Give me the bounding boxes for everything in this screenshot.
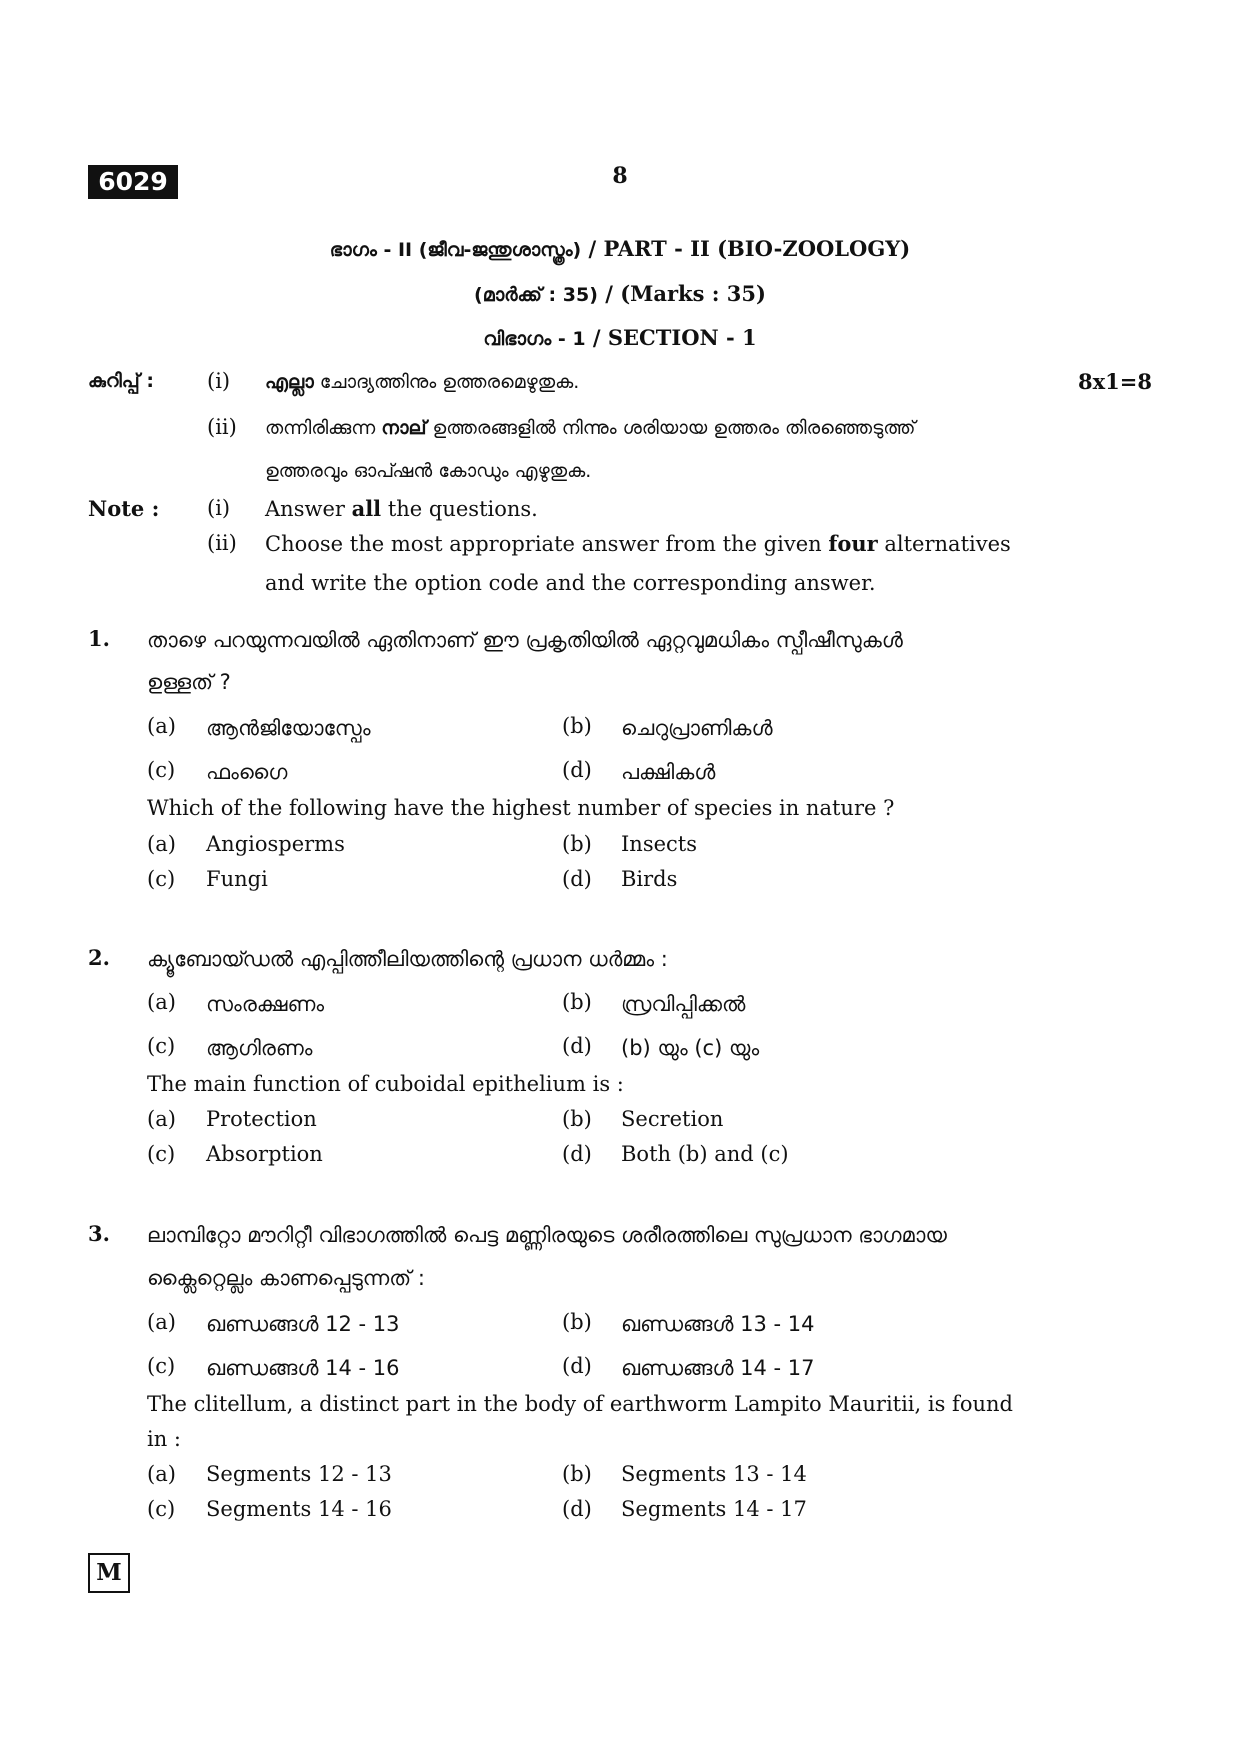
marks-heading (0, 281, 1240, 306)
q1-ml-option-a: ആൻജിയോസ്പേം (206, 716, 371, 740)
q1-option-d-label: (d) (562, 867, 592, 891)
q3-option-a: Segments 12 - 13 (206, 1462, 392, 1486)
q1-option-c-label: (c) (147, 867, 176, 891)
q1-option-b-label: (b) (562, 832, 592, 856)
note-ii: Choose the most appropriate answer from the given four alternatives (265, 531, 1011, 556)
q2-ml-option-a: സംരക്ഷണം (206, 992, 325, 1016)
q1-option-a-label: (a) (147, 832, 176, 856)
q2-ml-option-d: (b) യും (c) യും (621, 1036, 760, 1060)
note-i: Answer all the questions. (265, 496, 538, 521)
question-3-ml-line-1: ലാമ്പിറ്റോ മൗറിറ്റീ വിഭാഗത്തിൽ പെട്ട മണ്ണിരയുടെ ശരീരത്തിലെ സുപ്രധാന ഭാഗമായ (147, 1223, 947, 1247)
question-3-number: 3. (88, 1221, 110, 1246)
section-marks: 8x1=8 (1078, 369, 1152, 394)
q2-option-a: Protection (206, 1107, 317, 1131)
q1-option-c: Fungi (206, 867, 268, 891)
q2-option-a-label: (a) (147, 1107, 176, 1131)
q3-option-b-label: (b) (562, 1462, 592, 1486)
q1-option-a: Angiosperms (206, 832, 345, 856)
q3-ml-option-b: ഖണ്ഡങ്ങൾ 13 - 14 (621, 1312, 815, 1336)
instructions-ml-i-num: (i) (207, 369, 231, 393)
q1-ml-option-a-label: (a) (147, 714, 176, 738)
marks-heading-en: / (Marks : 35) (597, 281, 766, 306)
question-1-ml-line-1: താഴെ പറയുന്നവയിൽ ഏതിനാണ് ഈ പ്രകൃതിയിൽ ഏറ്റവുമധികം സ്പീഷീസുകൾ (147, 628, 903, 652)
note-ii-line2: and write the option code and the corresponding answer. (265, 571, 876, 595)
question-3-en-line-2: in : (147, 1427, 181, 1451)
instructions-ml-i: എല്ലാ ചോദ്യത്തിനും ഉത്തരമെഴുതുക. (265, 371, 580, 393)
part-heading-en: / PART - II (BIO-ZOOLOGY) (581, 236, 911, 261)
instructions-ml-label: കുറിപ്പ് : (88, 370, 154, 392)
q3-ml-option-a: ഖണ്ഡങ്ങൾ 12 - 13 (206, 1312, 400, 1336)
q2-option-d-label: (d) (562, 1142, 592, 1166)
q2-option-c: Absorption (206, 1142, 323, 1166)
part-heading (0, 236, 1240, 261)
q2-option-b: Secretion (621, 1107, 724, 1131)
q2-option-b-label: (b) (562, 1107, 592, 1131)
q3-ml-option-c-label: (c) (147, 1354, 176, 1378)
question-1-number: 1. (88, 626, 110, 651)
q3-option-c-label: (c) (147, 1497, 176, 1521)
note-label: Note : (88, 496, 160, 521)
footer-m-mark: M (88, 1553, 130, 1593)
q1-ml-option-d: പക്ഷികൾ (621, 760, 716, 784)
question-2-number: 2. (88, 945, 110, 970)
paper-code: 6029 (88, 165, 178, 199)
q3-ml-option-d: ഖണ്ഡങ്ങൾ 14 - 17 (621, 1356, 815, 1380)
q2-option-c-label: (c) (147, 1142, 176, 1166)
question-2-ml-line-1: ക്യൂബോയ്ഡൽ എപ്പിത്തീലിയത്തിന്റെ പ്രധാന ധർമ്മം : (147, 947, 668, 971)
q1-ml-option-d-label: (d) (562, 758, 592, 782)
q2-ml-option-c: ആഗിരണം (206, 1036, 313, 1060)
instructions-ml-ii-num: (ii) (207, 415, 237, 439)
q3-option-a-label: (a) (147, 1462, 176, 1486)
section-heading (0, 325, 1240, 350)
q1-ml-option-b: ചെറുപ്രാണികൾ (621, 716, 773, 740)
q3-option-d: Segments 14 - 17 (621, 1497, 807, 1521)
q2-option-d: Both (b) and (c) (621, 1142, 789, 1166)
question-3-en-line-1: The clitellum, a distinct part in the body of earthworm Lampito Mauritii, is found (147, 1392, 1013, 1416)
note-i-num: (i) (207, 496, 231, 520)
page-number: 8 (612, 163, 628, 189)
q2-ml-option-b-label: (b) (562, 990, 592, 1014)
section-heading-ml: വിഭാഗം - 1 (483, 328, 586, 350)
q2-ml-option-d-label: (d) (562, 1034, 592, 1058)
q1-ml-option-b-label: (b) (562, 714, 592, 738)
section-heading-en: / SECTION - 1 (585, 325, 757, 350)
q1-option-d: Birds (621, 867, 678, 891)
q1-ml-option-c-label: (c) (147, 758, 176, 782)
question-3-ml-line-2: ക്ലൈറ്റെല്ലം കാണപ്പെടുന്നത് : (147, 1266, 425, 1290)
q3-ml-option-a-label: (a) (147, 1310, 176, 1334)
part-heading-ml: ഭാഗം - II (ജീവ-ജന്തുശാസ്ത്രം) (329, 239, 582, 261)
q3-option-c: Segments 14 - 16 (206, 1497, 392, 1521)
q3-option-d-label: (d) (562, 1497, 592, 1521)
q3-ml-option-b-label: (b) (562, 1310, 592, 1334)
q1-option-b: Insects (621, 832, 698, 856)
question-2-en: The main function of cuboidal epithelium is : (147, 1072, 624, 1096)
q2-ml-option-b: സ്രവിപ്പിക്കൽ (621, 992, 746, 1016)
question-1-en: Which of the following have the highest number of species in nature ? (147, 796, 895, 820)
marks-heading-ml: (മാർക്ക് : 35) (474, 284, 598, 306)
question-1-ml-line-2: ഉള്ളത് ? (147, 670, 231, 694)
instructions-ml-ii-line2: ഉത്തരവും ഓപ്ഷൻ കോഡും എഴുതുക. (265, 460, 592, 482)
q2-ml-option-a-label: (a) (147, 990, 176, 1014)
q1-ml-option-c: ഫംഗൈ (206, 760, 288, 784)
note-ii-num: (ii) (207, 531, 237, 555)
instructions-ml-ii: തന്നിരിക്കുന്ന നാല് ഉത്തരങ്ങളിൽ നിന്നും ശരിയായ ഉത്തരം തിരഞ്ഞെടുത്ത് (265, 417, 916, 439)
q3-ml-option-d-label: (d) (562, 1354, 592, 1378)
q3-ml-option-c: ഖണ്ഡങ്ങൾ 14 - 16 (206, 1356, 400, 1380)
q2-ml-option-c-label: (c) (147, 1034, 176, 1058)
q3-option-b: Segments 13 - 14 (621, 1462, 807, 1486)
